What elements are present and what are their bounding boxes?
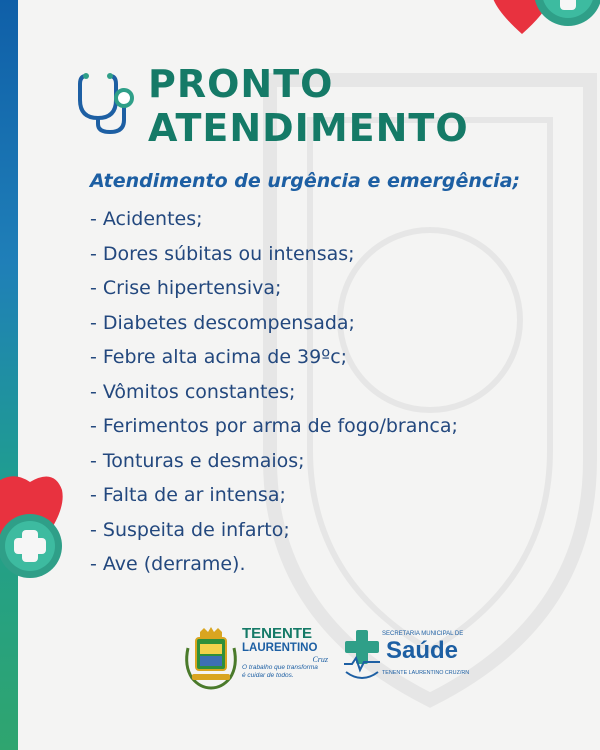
list-item: - Ave (derrame).: [90, 553, 246, 575]
brand-tagline-1: O trabalho que transforma: [242, 664, 318, 671]
heart-cross-icon: [0, 468, 72, 588]
page-title: [148, 62, 469, 150]
list-item: - Dores súbitas ou intensas;: [90, 242, 355, 265]
heart-cross-icon: [488, 0, 600, 48]
footer-logos: [182, 622, 482, 692]
title-line-2: ATENDIMENTO: [148, 106, 469, 150]
municipal-crest-icon: [182, 626, 240, 690]
list-item: - Vômitos constantes;: [90, 380, 296, 403]
list-item: - Falta de ar intensa;: [90, 484, 286, 506]
header: [76, 62, 469, 150]
symptom-list: [90, 202, 458, 582]
list-item: - Suspeita de infarto;: [90, 518, 290, 541]
subtitle: Atendimento de urgência e emergência;: [90, 170, 521, 192]
list-item: - Febre alta acima de 39ºc;: [90, 346, 348, 368]
title-line-1: PRONTO: [148, 62, 334, 106]
list-item: - Acidentes;: [90, 208, 203, 230]
health-secretariat-logo: [342, 628, 482, 688]
list-item: - Tonturas e desmaios;: [90, 449, 305, 472]
brand-signature: Cruz: [312, 655, 328, 664]
brand-tagline-2: é cuidar de todos.: [242, 672, 294, 679]
list-item: - Ferimentos por arma de fogo/branca;: [90, 415, 458, 437]
health-top-text: SECRETARIA MUNICIPAL DE: [382, 631, 464, 637]
municipality-logo: [242, 626, 328, 680]
stethoscope-icon: [76, 72, 136, 134]
brand-line-2: LAURENTINO: [242, 642, 318, 654]
medical-cross-icon: [342, 628, 382, 684]
list-item: - Crise hipertensiva;: [90, 277, 282, 299]
health-bottom-text: TENENTE LAURENTINO CRUZ/RN: [382, 670, 470, 676]
list-item: - Diabetes descompensada;: [90, 311, 355, 334]
health-name: Saúde: [386, 637, 459, 664]
left-gradient-strip: [0, 0, 18, 750]
brand-line-1: TENENTE: [242, 625, 313, 642]
